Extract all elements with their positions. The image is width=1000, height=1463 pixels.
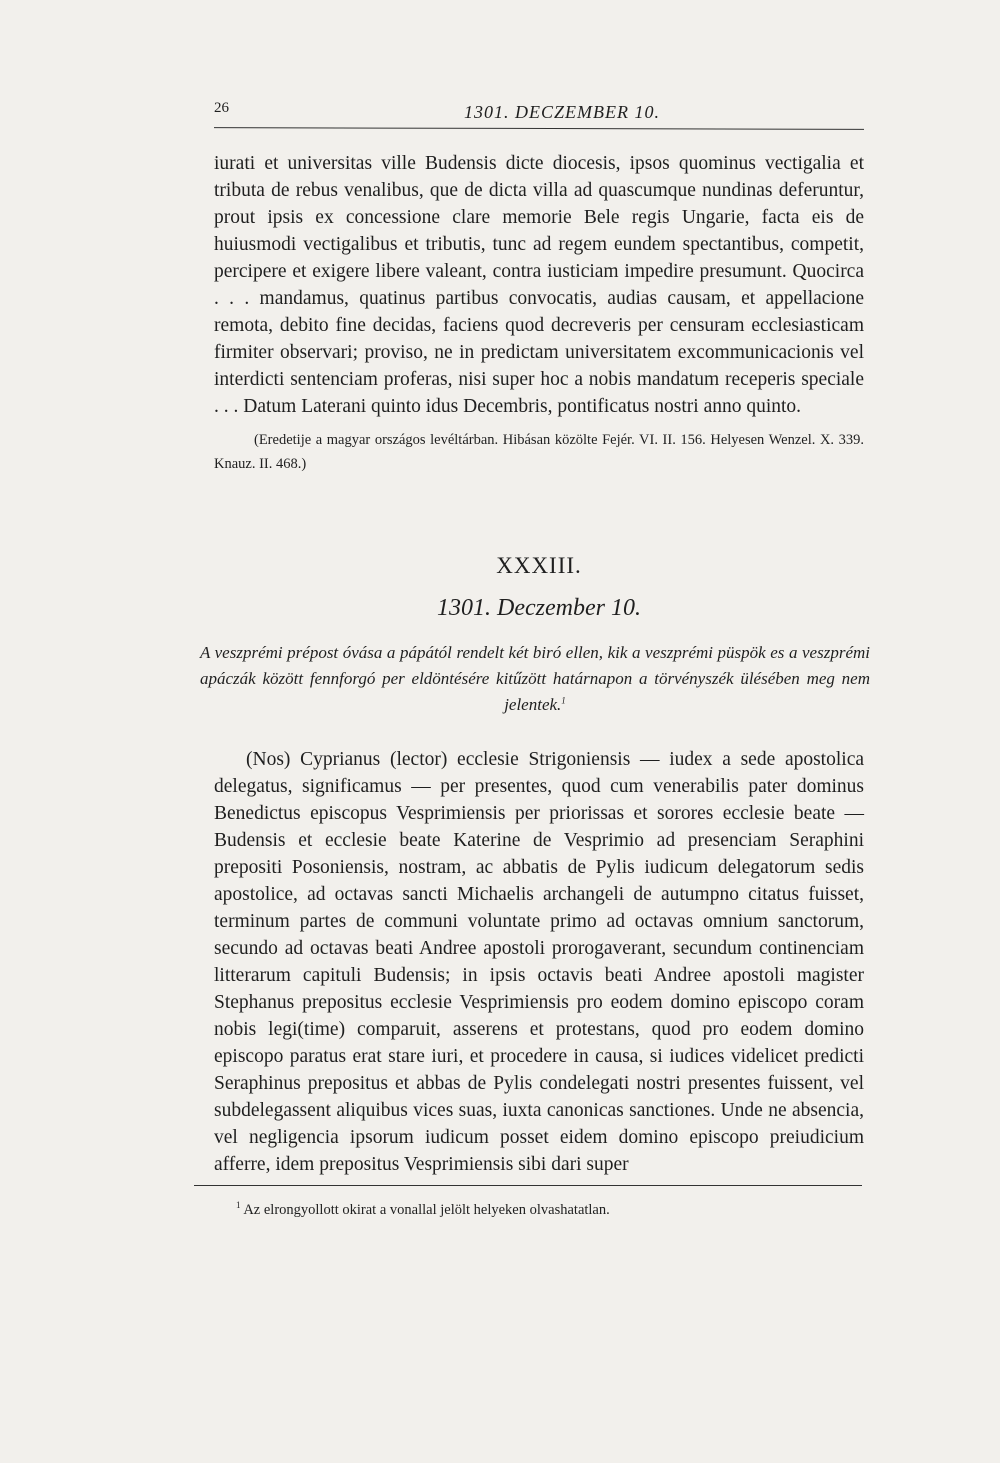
body-paragraph-2: (Nos) Cyprianus (lector) ecclesie Strigoniensis — iudex a sede apostolica delegatus, significamus — per presentes, quod cum venerabilis pater dominus Benedictus episcopus Vesprimiensis per priorissas et sorores ecclesie beate — Budensis et ecclesie beate Katerine de Vesprimio ad presenciam Seraphini prepositi Posoniensis, nostram, ac abbatis de Pylis iudicum delegatorum sedis apostolice, ad octavas sancti Michaelis archangeli de autumpno citatus fuisset, terminum partes de communi voluntate primo ad octavas omnium sanctorum, secundo ad octavas beati Andree apostoli prorogaverant, secundum continenciam litterarum capituli Budensis; in ipsis octavis beati Andree apostoli magister Stephanus prepositus ecclesie Vesprimiensis pro eodem domino episcopo coram nobis legi(time) comparuit, asserens et protestans, quod pro eodem domino episcopo paratus erat stare iuri, et procedere in causa, si iudices videlicet predicti Seraphinus prepositus et abbas de Pylis condelegati nostri presentes fuissent, vel subdelegassent aliquibus vices suas, iuxta canonicas sanctiones. Unde ne absencia, vel negligencia ipsorum iudicum posset eidem domino episcopo preiudicium afferre, idem prepositus Vesprimiensis sibi dari super [214, 749, 864, 1175]
running-head: 1301. DECZEMBER 10. [464, 102, 660, 122]
body-paragraph-1: iurati et universitas ville Budensis dicte diocesis, ipsos quominus vectigalia et tributa de rebus venalibus, que de dicta villa ad quascumque nundinas deferuntur, prout ipsis ex concessione clare memorie Bele regis Ungarie, facta eis de huiusmodi vectigalibus et tributis, tunc ad regem eundem spectantibus, competit, percipere et exigere libere valeant, contra iusticiam impedire presumunt. Quocirca . . . mandamus, quatinus partibus convocatis, audias causam, et appellacione remota, debito fine decidas, faciens quod decreveris per censuram ecclesiasticam firmiter observari; proviso, ne in predictam universitatem excommunicacionis vel interdicti sentenciam proferas, nisi super hoc a nobis mandatum receperis speciale . . . Datum Laterani quinto idus Decembris, pontificatus nostri anno quinto. [214, 153, 864, 417]
summary-footnote-mark: 1 [561, 695, 566, 706]
footnote-rule [194, 1185, 862, 1186]
source-note: (Eredetije a magyar országos levéltárban. Hibásan közölte Fejér. VI. II. 156. Helyesen Wenzel. X. 339. Knauz. II. 468.) [214, 432, 864, 472]
document-number: XXXIII. [496, 553, 582, 578]
summary-text: A veszprémi prépost óvása a pápától rendelt két biró ellen, kik a veszprémi püspök es a veszprémi apáczák között fennforgó per eldöntésére kitűzött határnapon a törvényszék ülésében meg nem jelentek. [200, 643, 870, 714]
footnote [236, 1200, 856, 1220]
page-header [214, 100, 864, 130]
footnote-mark: 1 [236, 1200, 241, 1211]
document-summary [200, 640, 870, 718]
footnote-text: Az elrongyollott okirat a vonallal jelölt helyeken olvashatatlan. [243, 1202, 610, 1218]
document-date: 1301. Deczember 10. [437, 595, 641, 621]
page-number: 26 [214, 100, 229, 116]
